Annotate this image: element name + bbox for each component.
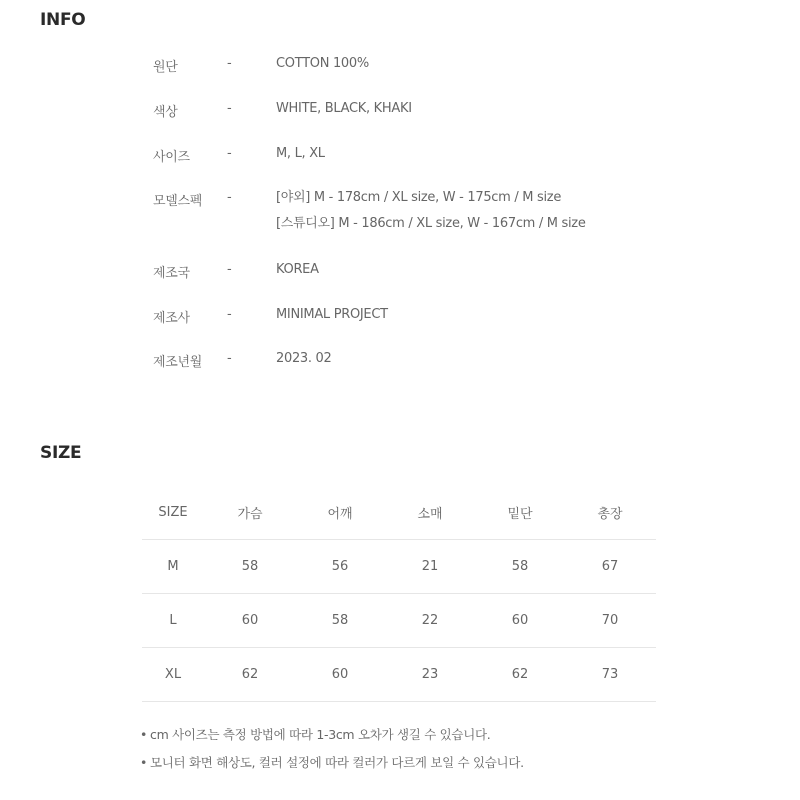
table-cell: 56 bbox=[296, 540, 384, 594]
table-cell: 58 bbox=[296, 594, 384, 648]
size-table-header: 총장 bbox=[564, 486, 656, 540]
table-row bbox=[142, 648, 656, 702]
table-cell: L bbox=[142, 594, 204, 648]
table-cell: 62 bbox=[476, 648, 564, 702]
info-value bbox=[276, 307, 388, 323]
info-value bbox=[276, 351, 332, 367]
table-cell: 73 bbox=[564, 648, 656, 702]
notes-list bbox=[140, 724, 524, 780]
info-dash: - bbox=[227, 56, 232, 71]
table-cell: 70 bbox=[564, 594, 656, 648]
info-label: 제조국 bbox=[153, 266, 190, 281]
info-value bbox=[276, 146, 325, 162]
info-label: 색상 bbox=[153, 105, 178, 120]
note-item bbox=[140, 724, 524, 752]
info-value-line: [스튜디오] M - 186cm / XL size, W - 167cm / M size bbox=[276, 216, 586, 231]
info-dash: - bbox=[227, 101, 232, 116]
size-table-header: 소매 bbox=[384, 486, 476, 540]
table-cell: 62 bbox=[204, 648, 296, 702]
table-row bbox=[142, 594, 656, 648]
table-cell: 23 bbox=[384, 648, 476, 702]
table-cell: 58 bbox=[204, 540, 296, 594]
table-cell: 67 bbox=[564, 540, 656, 594]
size-table bbox=[142, 486, 656, 702]
info-label: 사이즈 bbox=[153, 150, 190, 165]
info-value-line: [야외] M - 178cm / XL size, W - 175cm / M size bbox=[276, 190, 562, 205]
table-cell: 58 bbox=[476, 540, 564, 594]
info-value-line: WHITE, BLACK, KHAKI bbox=[276, 101, 412, 116]
info-value bbox=[276, 56, 369, 72]
note-text: cm 사이즈는 측정 방법에 따라 1-3cm 오차가 생길 수 있습니다. bbox=[150, 727, 491, 742]
info-dash: - bbox=[227, 307, 232, 322]
size-table-header: 어깨 bbox=[296, 486, 384, 540]
table-cell: M bbox=[142, 540, 204, 594]
info-section-title: INFO bbox=[40, 10, 86, 30]
size-table-header: 가슴 bbox=[204, 486, 296, 540]
info-label: 모델스펙 bbox=[153, 194, 203, 209]
info-dash: - bbox=[227, 146, 232, 161]
table-row bbox=[142, 540, 656, 594]
info-value-line: M, L, XL bbox=[276, 146, 325, 161]
note-item bbox=[140, 752, 524, 780]
info-value-line: KOREA bbox=[276, 262, 319, 277]
table-cell: 60 bbox=[296, 648, 384, 702]
info-dash: - bbox=[227, 262, 232, 277]
info-label: 제조년월 bbox=[153, 355, 203, 370]
info-value bbox=[276, 262, 319, 278]
info-value bbox=[276, 185, 586, 237]
table-cell: 21 bbox=[384, 540, 476, 594]
info-value-line: COTTON 100% bbox=[276, 56, 369, 71]
bullet-icon: • bbox=[140, 727, 148, 742]
info-label: 제조사 bbox=[153, 311, 190, 326]
note-text: 모니터 화면 해상도, 컬러 설정에 따라 컬러가 다르게 보일 수 있습니다. bbox=[150, 755, 524, 770]
info-value-line: MINIMAL PROJECT bbox=[276, 307, 388, 322]
size-table-header: 밑단 bbox=[476, 486, 564, 540]
info-value-line: 2023. 02 bbox=[276, 351, 332, 366]
info-label: 원단 bbox=[153, 60, 178, 75]
info-value bbox=[276, 101, 412, 117]
table-cell: XL bbox=[142, 648, 204, 702]
size-table-header: SIZE bbox=[142, 486, 204, 540]
info-dash: - bbox=[227, 351, 232, 366]
table-cell: 22 bbox=[384, 594, 476, 648]
info-dash: - bbox=[227, 190, 232, 205]
size-table-header-row bbox=[142, 486, 656, 540]
bullet-icon: • bbox=[140, 755, 148, 770]
table-cell: 60 bbox=[476, 594, 564, 648]
size-section-title: SIZE bbox=[40, 443, 82, 463]
table-cell: 60 bbox=[204, 594, 296, 648]
